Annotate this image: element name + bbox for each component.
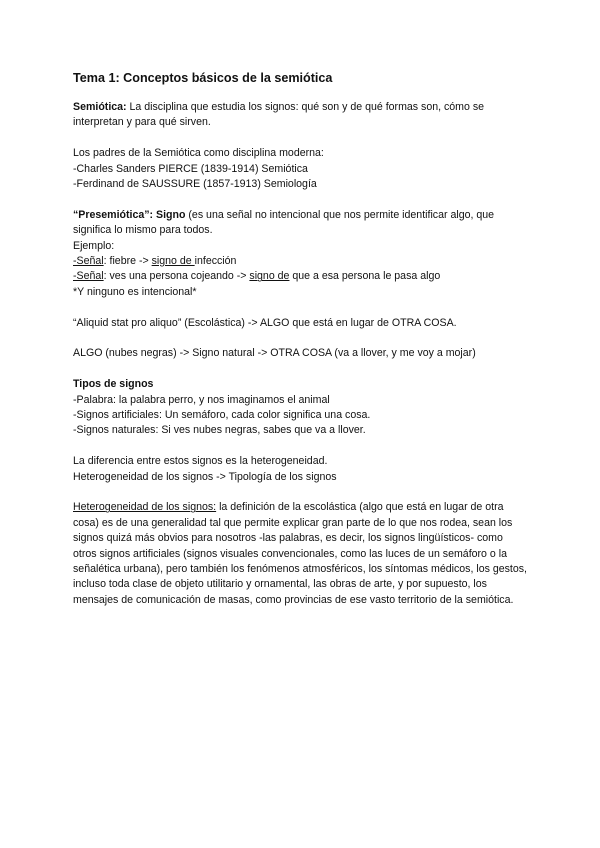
ejemplo-cojeando-end: que a esa persona le pasa algo (289, 270, 441, 283)
aliquid-line: “Aliquid stat pro aliquo” (Escolástica) -> ALGO que está en lugar de OTRA COSA. (73, 316, 457, 329)
algo-line: ALGO (nubes negras) -> Signo natural -> OTRA COSA (va a llover, y me voy a mojar) (73, 347, 476, 360)
padres-intro: Los padres de la Semiótica como disciplina moderna: (73, 147, 324, 160)
semiotica-text: La disciplina que estudia los signos: qué son y de qué formas son, cómo se interpretan y para qué sirven. (73, 101, 485, 129)
tipos-item-palabra: -Palabra: la palabra perro, y nos imaginamos el animal (73, 393, 330, 406)
diferencia-line1: La diferencia entre estos signos es la heterogeneidad. (73, 455, 328, 468)
padres-item-saussure: -Ferdinand de SAUSSURE (1857-1913) Semiología (73, 178, 317, 191)
tipos-item-artificiales: -Signos artificiales: Un semáforo, cada color significa una cosa. (73, 409, 371, 422)
presemiotica-text: (es una señal no intencional que nos permite identificar algo, que significa lo mismo para todos. (73, 208, 495, 237)
ejemplo-cojeando-text: : ves una persona cojeando -> (103, 270, 250, 283)
ejemplo-fiebre-text: : fiebre -> (103, 255, 152, 268)
senal-term: -Señal (73, 270, 104, 283)
semiotica-definition (73, 100, 528, 131)
presemiotica-definition (73, 208, 528, 239)
tipos-heading (73, 377, 528, 392)
signo-term: signo de (249, 270, 290, 283)
ejemplo-fiebre (73, 254, 528, 269)
nota-intencional: *Y ninguno es intencional* (73, 285, 197, 298)
ejemplo-cojeando (73, 269, 528, 284)
presemiotica-term: “Presemiótica”: Signo (73, 208, 186, 221)
diferencia-line2: Heterogeneidad de los signos -> Tipología de los signos (73, 470, 337, 483)
heterogeneidad-text: la definición de la escolástica (algo que está en lugar de otra cosa) es de una generalidad tal que permite explicar gran parte de lo que nos rodea, sean los signos quizá más obvios para nosotros -las palabras, es decir, los signos lingüísticos- como otros signos artificiales (signos visuales convencionales, como las luces de un semáforo o la señalética urbana), pero también los fenómenos atmosféricos, los síntomas médicos, los gestos, incluso toda clase de objeto utilitario y ornamental, las obras de arte, y por supuesto, los mensajes de comunicación de masas, como provincias de ese vasto territorio de la semiótica. (73, 501, 527, 606)
tipos-item-naturales: -Signos naturales: Si ves nubes negras, sabes que va a llover. (73, 424, 366, 437)
page-title: Tema 1: Conceptos básicos de la semiótica (73, 71, 333, 85)
senal-term: -Señal (73, 255, 104, 268)
ejemplo-label: Ejemplo: (73, 239, 115, 252)
signo-term: signo de (151, 255, 195, 268)
semiotica-term: Semiótica: (73, 101, 127, 113)
padres-item-pierce: -Charles Sanders PIERCE (1839-1914) Semiótica (73, 162, 308, 175)
heterogeneidad-term: Heterogeneidad de los signos: (73, 501, 217, 514)
tipos-heading-text: Tipos de signos (73, 378, 154, 391)
heterogeneidad-paragraph (73, 500, 528, 608)
ejemplo-fiebre-end: infección (194, 255, 237, 268)
document-body (73, 70, 528, 608)
